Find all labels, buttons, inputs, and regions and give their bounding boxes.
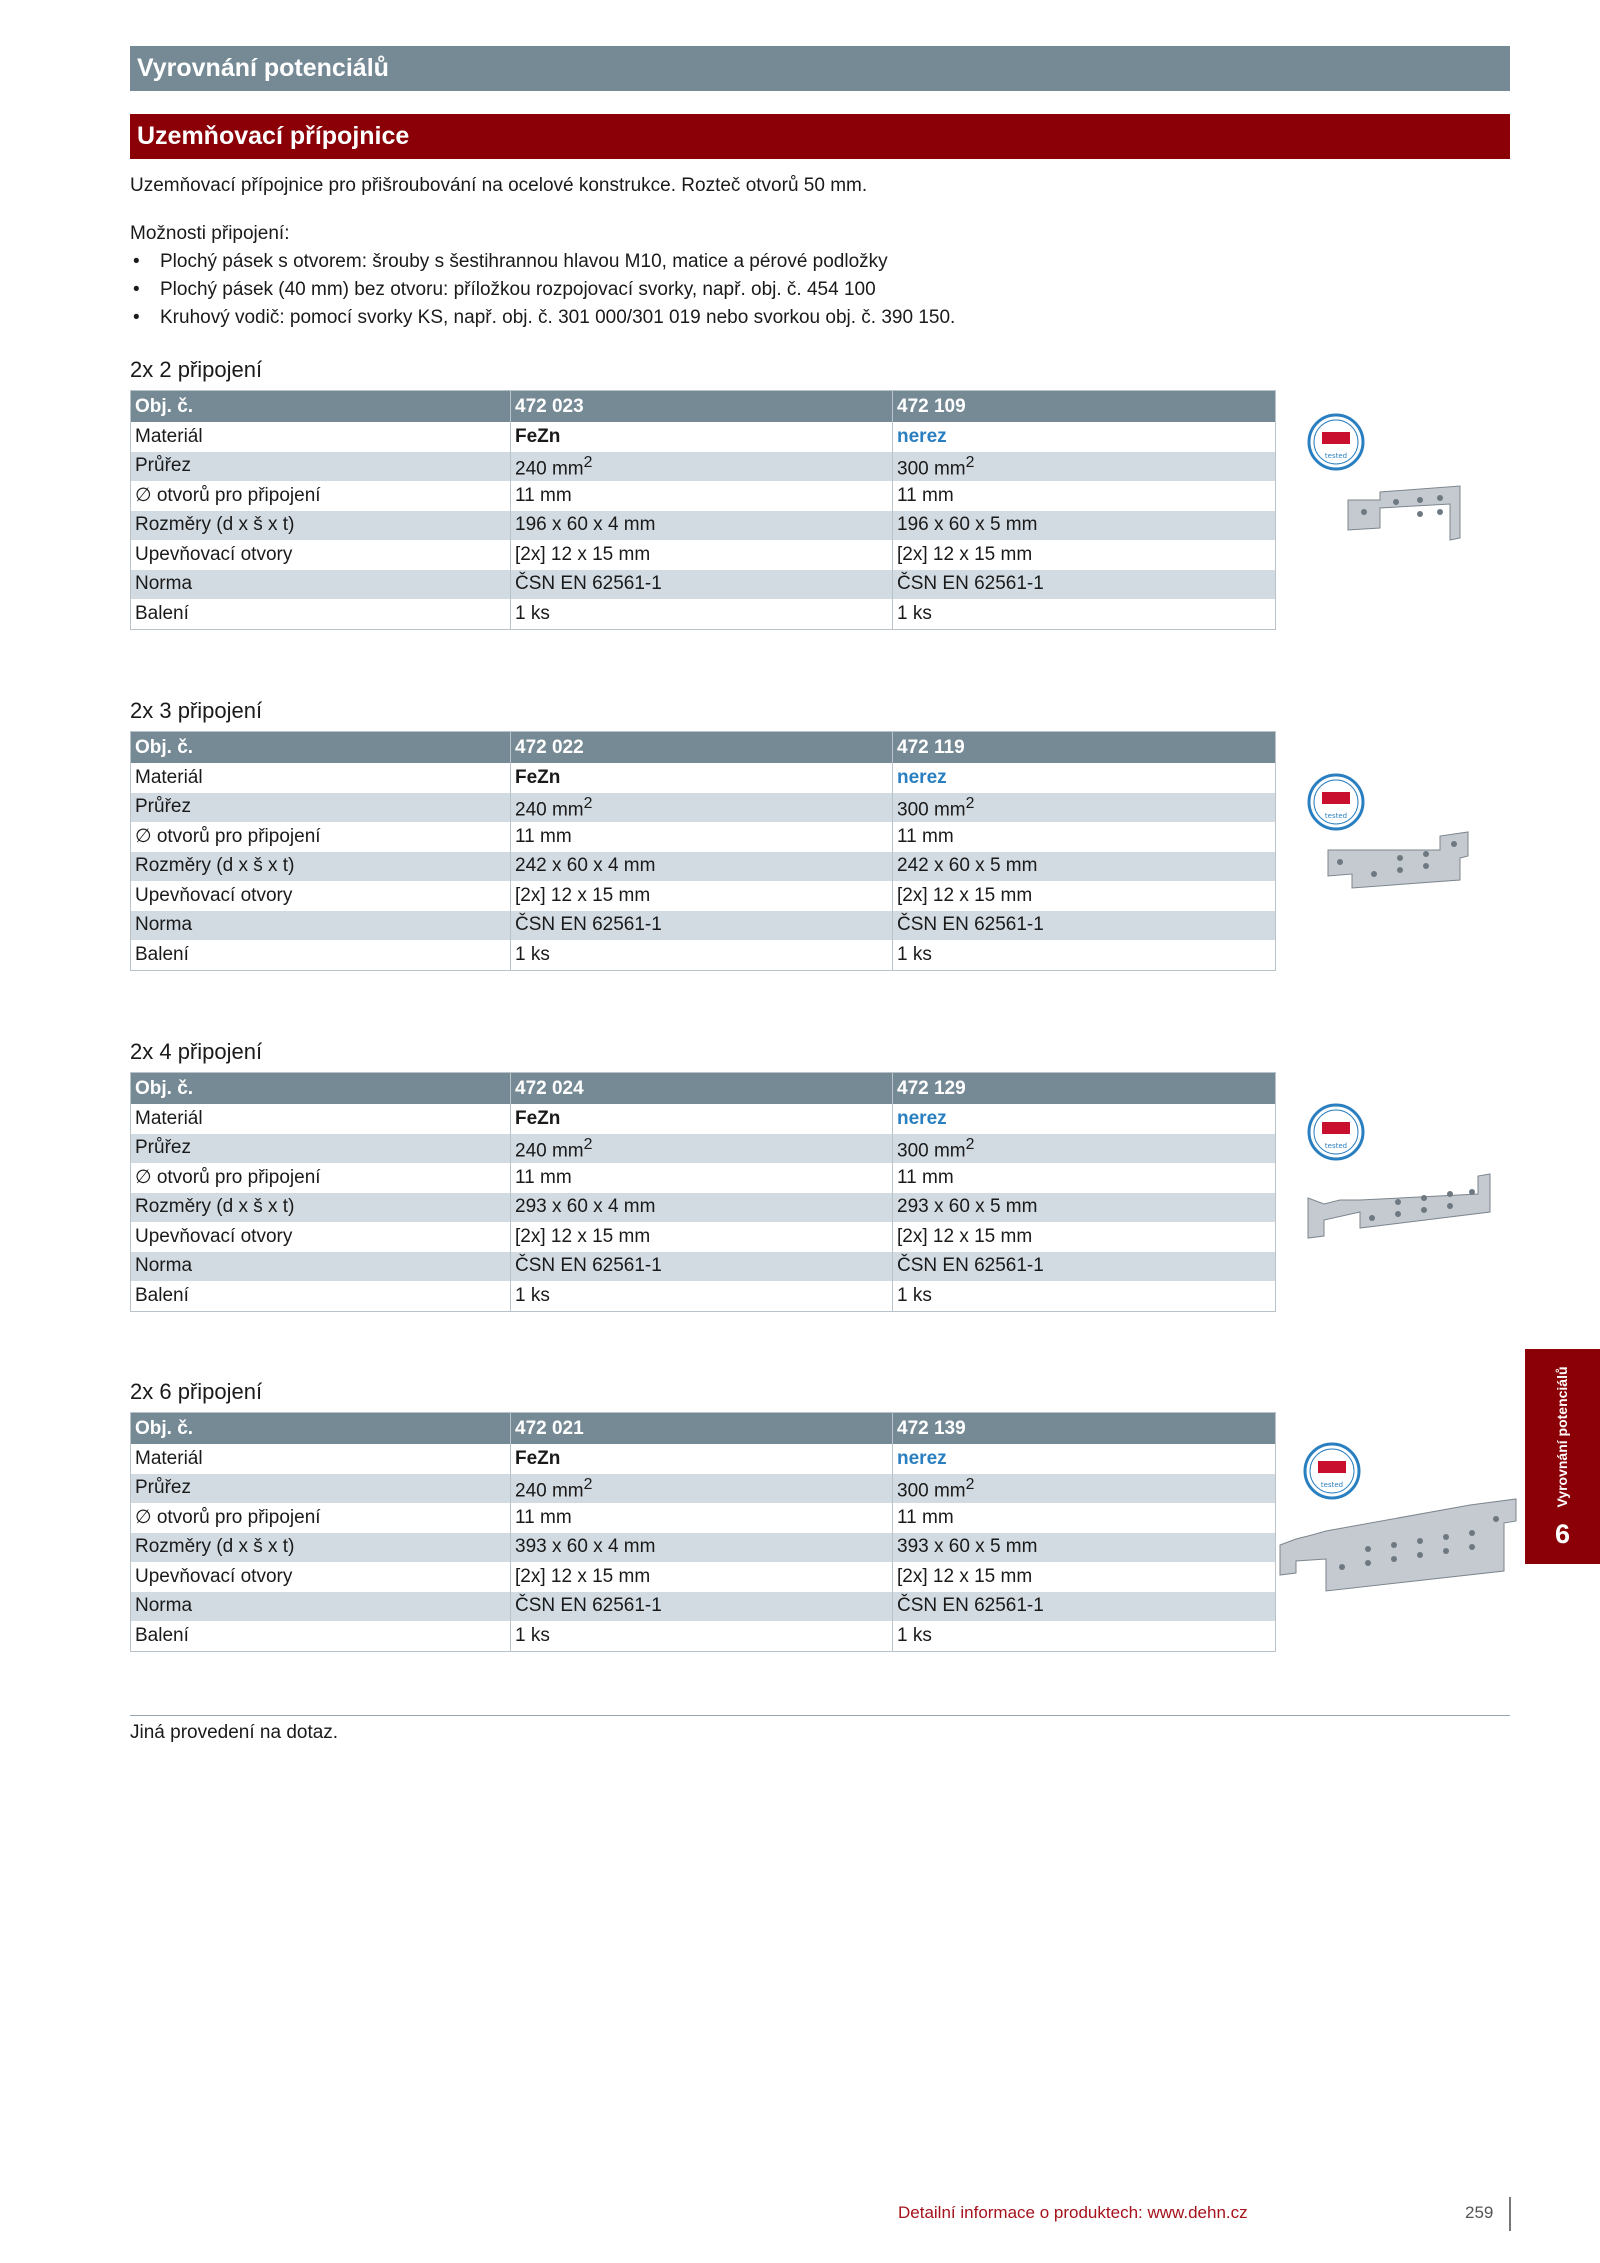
row-label-hole-diameter: ∅ otvorů pro připojení (135, 484, 321, 506)
badge-text: tested (1324, 1142, 1348, 1150)
cross-section-value (893, 1474, 1276, 1504)
row-label-packaging: Balení (135, 943, 189, 965)
cross-section-exponent: 2 (965, 454, 975, 472)
bar-drawing-icon (1328, 832, 1468, 888)
cross-section-value (893, 452, 1276, 482)
material-value: FeZn (511, 763, 893, 793)
spec-table (130, 390, 1276, 630)
fixing-holes-value: [2x] 12 x 15 mm (511, 881, 893, 911)
hole-diameter-value: 11 mm (893, 822, 1276, 852)
table-row (131, 763, 1276, 793)
packaging-value: 1 ks (511, 1281, 893, 1311)
hole-diameter-value: 11 mm (893, 481, 1276, 511)
row-label-hole-diameter: ∅ otvorů pro připojení (135, 1166, 321, 1188)
bar-drawing-icon (1308, 1174, 1490, 1238)
hole-diameter-value: 11 mm (511, 1503, 893, 1533)
table-row (131, 1252, 1276, 1282)
order-number: 472 024 (511, 1073, 893, 1105)
packaging-value: 1 ks (893, 1621, 1276, 1651)
cross-section-exponent: 2 (965, 1136, 975, 1154)
row-label-cross-section: Průřez (131, 1474, 511, 1504)
standard-value: ČSN EN 62561-1 (511, 570, 893, 600)
dimensions-value: 196 x 60 x 5 mm (893, 511, 1276, 541)
order-number: 472 023 (511, 391, 893, 423)
row-label-dimensions: Rozměry (d x š x t) (131, 511, 511, 541)
table-row (131, 1413, 1276, 1445)
table-row (131, 1562, 1276, 1592)
table-row (131, 540, 1276, 570)
section-heading: 2x 3 připojení (130, 698, 263, 723)
options-list (130, 248, 1510, 332)
row-label-order: Obj. č. (131, 1073, 511, 1105)
intro-text (130, 172, 1510, 332)
table-row (131, 793, 1276, 823)
section-title: Vyrovnání potenciálů (130, 46, 1510, 91)
chapter-number: 6 (1554, 1519, 1571, 1549)
table-row (131, 1134, 1276, 1164)
row-label-hole-diameter: ∅ otvorů pro připojení (135, 1506, 321, 1528)
table-row (131, 452, 1276, 482)
table-row (131, 1104, 1276, 1134)
row-label-fixing-holes: Upevňovací otvory (135, 1565, 293, 1587)
order-number: 472 021 (511, 1413, 893, 1445)
order-number: 472 139 (893, 1413, 1276, 1445)
row-label-hole-diameter: ∅ otvorů pro připojení (135, 825, 321, 847)
row-label-packaging: Balení (135, 1624, 189, 1646)
product-image-2x6 (1270, 1435, 1520, 1595)
fixing-holes-value: [2x] 12 x 15 mm (893, 1222, 1276, 1252)
table-row (131, 1474, 1276, 1504)
table-row (131, 481, 1276, 511)
fixing-holes-value: [2x] 12 x 15 mm (511, 1222, 893, 1252)
row-label-material: Materiál (135, 1447, 203, 1469)
packaging-value: 1 ks (893, 1281, 1276, 1311)
row-label-standard: Norma (131, 1592, 511, 1622)
dimensions-value: 393 x 60 x 4 mm (511, 1533, 893, 1563)
dimensions-value: 242 x 60 x 4 mm (511, 852, 893, 882)
cross-section-text: 240 mm (515, 1140, 584, 1162)
spec-section (130, 356, 1280, 630)
cross-section-text: 300 mm (897, 1140, 966, 1162)
cross-section-exponent: 2 (583, 1136, 593, 1154)
cross-section-exponent: 2 (583, 1476, 593, 1494)
dimensions-value: 393 x 60 x 5 mm (893, 1533, 1276, 1563)
row-label-packaging: Balení (135, 602, 189, 624)
row-label-order: Obj. č. (131, 732, 511, 764)
material-value: FeZn (511, 1104, 893, 1134)
spec-section (130, 697, 1280, 971)
table-row (131, 511, 1276, 541)
fixing-holes-value: [2x] 12 x 15 mm (511, 540, 893, 570)
material-value: nerez (893, 1444, 1276, 1474)
standard-value: ČSN EN 62561-1 (511, 911, 893, 941)
table-row (131, 1281, 1276, 1311)
row-label-cross-section: Průřez (131, 452, 511, 482)
table-row (131, 852, 1276, 882)
packaging-value: 1 ks (893, 599, 1276, 629)
table-row (131, 1592, 1276, 1622)
material-value: nerez (893, 1104, 1276, 1134)
packaging-value: 1 ks (511, 1621, 893, 1651)
table-row (131, 422, 1276, 452)
tested-badge-icon (1309, 415, 1363, 469)
row-label-standard: Norma (131, 911, 511, 941)
cross-section-text: 300 mm (897, 1480, 966, 1502)
row-label-material: Materiál (135, 425, 203, 447)
options-label: Možnosti připojení: (130, 223, 290, 244)
cross-section-text: 240 mm (515, 799, 584, 821)
standard-value: ČSN EN 62561-1 (511, 1252, 893, 1282)
product-title: Uzemňovací přípojnice (130, 114, 1510, 159)
product-image-2x2 (1300, 410, 1500, 560)
fixing-holes-value: [2x] 12 x 15 mm (511, 1562, 893, 1592)
fixing-holes-value: [2x] 12 x 15 mm (893, 540, 1276, 570)
material-value: FeZn (511, 422, 893, 452)
table-row (131, 911, 1276, 941)
badge-text: tested (1324, 812, 1348, 820)
option-item: • Kruhový vodič: pomocí svorky KS, např. obj. č. 301 000/301 019 nebo svorkou obj. č. 390 150. (130, 304, 1510, 332)
table-row (131, 1533, 1276, 1563)
cross-section-value (511, 1474, 893, 1504)
order-number: 472 129 (893, 1073, 1276, 1105)
table-row (131, 1193, 1276, 1223)
row-label-fixing-holes: Upevňovací otvory (135, 1225, 293, 1247)
material-value: nerez (893, 422, 1276, 452)
dimensions-value: 196 x 60 x 4 mm (511, 511, 893, 541)
packaging-value: 1 ks (893, 940, 1276, 970)
badge-text: tested (1320, 1481, 1344, 1489)
section-heading: 2x 2 připojení (130, 357, 263, 382)
row-label-standard: Norma (131, 1252, 511, 1282)
packaging-value: 1 ks (511, 599, 893, 629)
standard-value: ČSN EN 62561-1 (893, 1252, 1276, 1282)
bar-drawing-icon (1280, 1499, 1516, 1591)
row-label-cross-section: Průřez (131, 793, 511, 823)
hole-diameter-value: 11 mm (511, 822, 893, 852)
fixing-holes-value: [2x] 12 x 15 mm (893, 881, 1276, 911)
spec-section (130, 1378, 1280, 1652)
product-image-2x4 (1300, 1100, 1500, 1250)
fixing-holes-value: [2x] 12 x 15 mm (893, 1562, 1276, 1592)
table-row (131, 732, 1276, 764)
page-number: 259 (1465, 2203, 1494, 2222)
cross-section-text: 300 mm (897, 799, 966, 821)
row-label-fixing-holes: Upevňovací otvory (135, 543, 293, 565)
cross-section-value (893, 1134, 1276, 1164)
hole-diameter-value: 11 mm (893, 1163, 1276, 1193)
side-tab-label: Vyrovnání potenciálů (1554, 1366, 1570, 1508)
row-label-order: Obj. č. (131, 1413, 511, 1445)
table-row (131, 599, 1276, 629)
table-row (131, 881, 1276, 911)
cross-section-value (893, 793, 1276, 823)
row-label-standard: Norma (131, 570, 511, 600)
tested-badge-icon (1309, 1105, 1363, 1159)
table-row (131, 570, 1276, 600)
row-label-dimensions: Rozměry (d x š x t) (131, 1193, 511, 1223)
intro-description: Uzemňovací přípojnice pro přišroubování na ocelové konstrukce. Rozteč otvorů 50 mm. (130, 175, 868, 196)
spec-table (130, 731, 1276, 971)
hole-diameter-value: 11 mm (511, 1163, 893, 1193)
row-label-cross-section: Průřez (131, 1134, 511, 1164)
packaging-value: 1 ks (511, 940, 893, 970)
table-row (131, 1222, 1276, 1252)
row-label-order: Obj. č. (131, 391, 511, 423)
note-text: Jiná provedení na dotaz. (130, 1722, 339, 1743)
cross-section-exponent: 2 (965, 1476, 975, 1494)
row-label-fixing-holes: Upevňovací otvory (135, 884, 293, 906)
dimensions-value: 242 x 60 x 5 mm (893, 852, 1276, 882)
product-image-2x3 (1300, 770, 1500, 900)
hole-diameter-value: 11 mm (893, 1503, 1276, 1533)
material-value: FeZn (511, 1444, 893, 1474)
footer-link[interactable]: Detailní informace o produktech: www.dehn.cz (898, 2203, 1248, 2222)
cross-section-value (511, 1134, 893, 1164)
table-row (131, 822, 1276, 852)
standard-value: ČSN EN 62561-1 (893, 911, 1276, 941)
table-row (131, 940, 1276, 970)
cross-section-value (511, 793, 893, 823)
tested-badge-icon (1305, 1444, 1359, 1498)
cross-section-text: 300 mm (897, 458, 966, 480)
cross-section-text: 240 mm (515, 1480, 584, 1502)
order-number: 472 109 (893, 391, 1276, 423)
table-row (131, 1163, 1276, 1193)
table-row (131, 1073, 1276, 1105)
row-label-dimensions: Rozměry (d x š x t) (131, 1533, 511, 1563)
cross-section-exponent: 2 (583, 454, 593, 472)
spec-section (130, 1038, 1280, 1312)
chapter-side-tab (1525, 1349, 1600, 1564)
order-number: 472 119 (893, 732, 1276, 764)
row-label-packaging: Balení (135, 1284, 189, 1306)
table-row (131, 1444, 1276, 1474)
dimensions-value: 293 x 60 x 5 mm (893, 1193, 1276, 1223)
row-label-material: Materiál (135, 1107, 203, 1129)
option-item: • Plochý pásek s otvorem: šrouby s šestihrannou hlavou M10, matice a pérové podložky (130, 248, 1510, 276)
table-row (131, 1621, 1276, 1651)
standard-value: ČSN EN 62561-1 (511, 1592, 893, 1622)
order-number: 472 022 (511, 732, 893, 764)
option-item: • Plochý pásek (40 mm) bez otvoru: příložkou rozpojovací svorky, např. obj. č. 454 100 (130, 276, 1510, 304)
section-heading: 2x 4 připojení (130, 1039, 263, 1064)
row-label-dimensions: Rozměry (d x š x t) (131, 852, 511, 882)
row-label-material: Materiál (135, 766, 203, 788)
cross-section-exponent: 2 (965, 795, 975, 813)
table-row (131, 1503, 1276, 1533)
standard-value: ČSN EN 62561-1 (893, 570, 1276, 600)
cross-section-exponent: 2 (583, 795, 593, 813)
spec-table (130, 1412, 1276, 1652)
dimensions-value: 293 x 60 x 4 mm (511, 1193, 893, 1223)
page-number-divider (1509, 2197, 1511, 2231)
hole-diameter-value: 11 mm (511, 481, 893, 511)
divider (130, 1715, 1510, 1716)
standard-value: ČSN EN 62561-1 (893, 1592, 1276, 1622)
badge-text: tested (1324, 452, 1348, 460)
table-row (131, 391, 1276, 423)
tested-badge-icon (1309, 775, 1363, 829)
section-heading: 2x 6 připojení (130, 1379, 263, 1404)
spec-table (130, 1072, 1276, 1312)
bar-drawing-icon (1348, 486, 1460, 540)
cross-section-value (511, 452, 893, 482)
material-value: nerez (893, 763, 1276, 793)
cross-section-text: 240 mm (515, 458, 584, 480)
